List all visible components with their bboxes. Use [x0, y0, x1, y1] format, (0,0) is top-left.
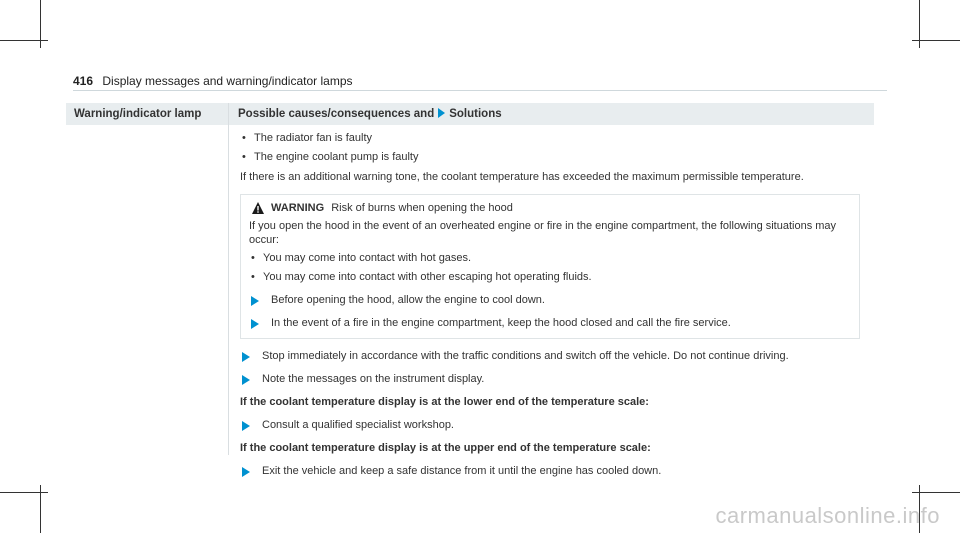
step-text: Stop immediately in accordance with the traffic conditions and switch off the vehicle. Do not continue driving. — [262, 350, 789, 362]
step-text: Before opening the hood, allow the engine to cool down. — [271, 294, 545, 306]
arrow-right-icon — [242, 375, 250, 385]
col-header-causes — [230, 103, 874, 125]
intro-text: If there is an additional warning tone, the coolant temperature has exceeded the maximum permissible temperature. — [240, 171, 804, 183]
warning-body: If you open the hood in the event of an overheated engine or fire in the engine compartment, the following situations may occur: — [249, 220, 837, 246]
crop-mark — [0, 492, 48, 493]
list-item: • The radiator fan is faulty — [240, 131, 860, 145]
arrow-right-icon — [242, 467, 250, 477]
step-item — [249, 293, 851, 307]
step-text: In the event of a fire in the engine compartment, keep the hood closed and call the fire service. — [271, 317, 731, 329]
arrow-right-icon — [242, 352, 250, 362]
page-title: Display messages and warning/indicator lamps — [102, 74, 353, 88]
list-item: • You may come into contact with hot gases. — [249, 251, 851, 265]
crop-mark — [912, 40, 960, 41]
page-number: 416 — [73, 74, 94, 88]
warning-table — [66, 103, 866, 477]
upper-end-heading: If the coolant temperature display is at the upper end of the temperature scale: — [240, 442, 651, 454]
watermark: carmanualsonline.info — [715, 503, 940, 528]
list-item: • The engine coolant pump is faulty — [240, 150, 860, 164]
warning-title-row — [249, 201, 851, 215]
warning-label: WARNING — [271, 202, 325, 214]
lower-end-heading: If the coolant temperature display is at the lower end of the temperature scale: — [240, 396, 649, 408]
arrow-right-icon — [251, 296, 259, 306]
step-text: Note the messages on the instrument display. — [262, 373, 485, 385]
crop-mark — [912, 492, 960, 493]
arrow-right-icon — [438, 108, 445, 118]
step-text: Consult a qualified specialist workshop. — [262, 419, 454, 431]
step-item — [240, 349, 860, 363]
col-header-lamp: Warning/indicator lamp — [66, 103, 234, 125]
step-item — [240, 418, 860, 432]
column-divider — [228, 103, 229, 455]
table-content — [240, 125, 860, 478]
list-item: • You may come into contact with other escaping hot operating fluids. — [249, 270, 851, 284]
header-divider — [73, 90, 887, 91]
warning-box — [240, 194, 860, 339]
step-item — [240, 372, 860, 386]
warning-title: Risk of burns when opening the hood — [331, 202, 513, 214]
arrow-right-icon — [251, 319, 259, 329]
col-header-suffix: Solutions — [449, 108, 502, 120]
step-text: Exit the vehicle and keep a safe distance from it until the engine has cooled down. — [262, 465, 662, 477]
step-item — [240, 464, 860, 478]
step-item — [249, 316, 851, 330]
warning-triangle-icon — [251, 201, 265, 215]
arrow-right-icon — [242, 421, 250, 431]
page-header — [73, 74, 353, 88]
col-header-prefix: Possible causes/consequences and — [238, 108, 435, 120]
crop-mark — [0, 40, 48, 41]
